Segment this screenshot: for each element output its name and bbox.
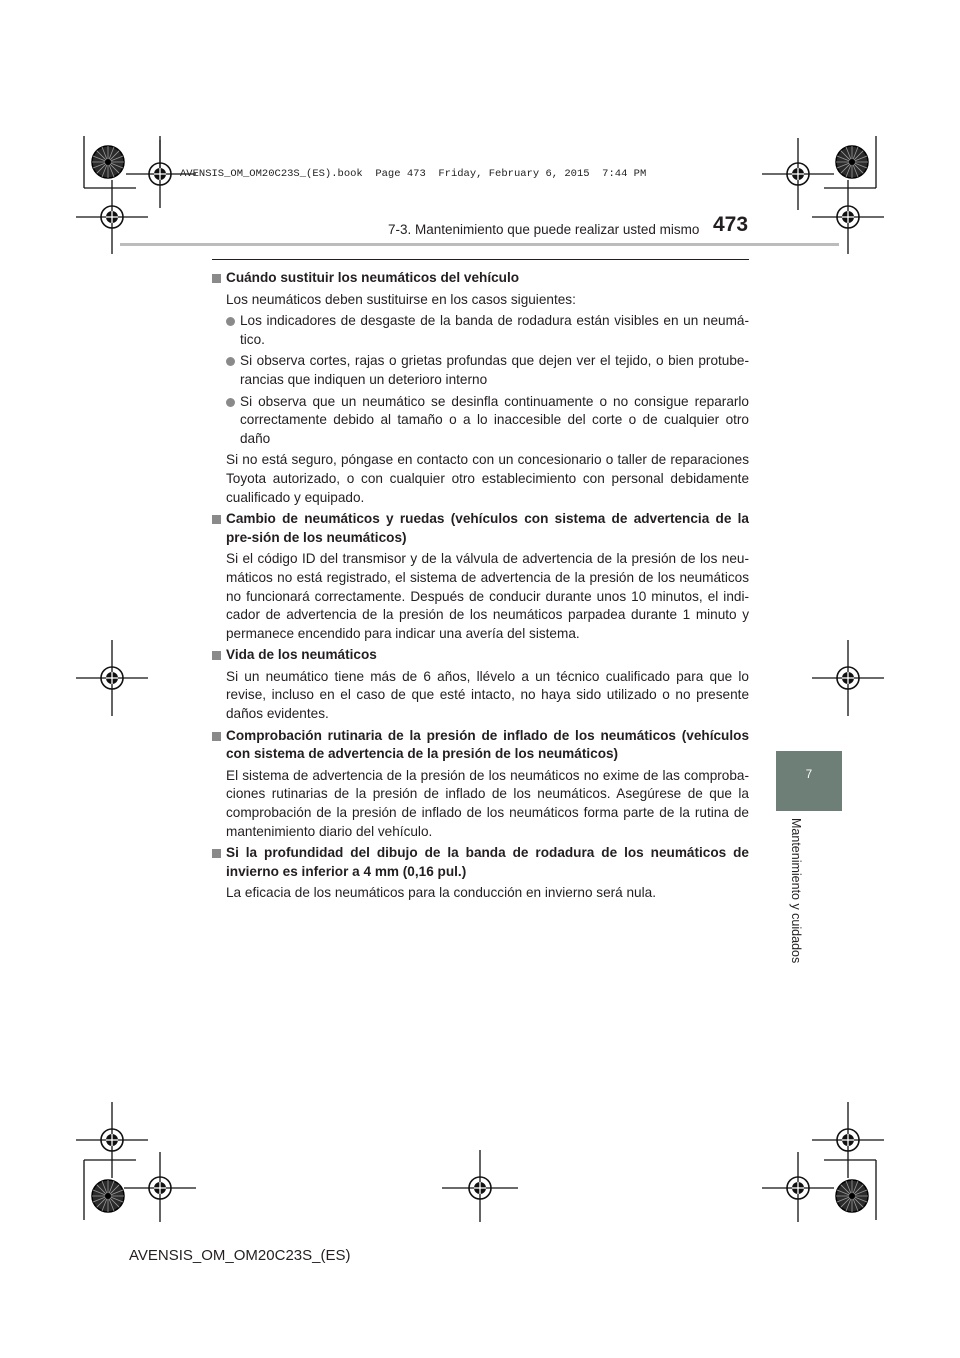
paragraph: Si no está seguro, póngase en contacto con un concesionario o taller de reparaciones Toyota autorizado, o con cualquier otro establecimiento con personal debidamente cualificado y equipado.: [226, 452, 749, 505]
list-item: [212, 393, 749, 449]
square-bullet-icon: [212, 651, 221, 660]
page-number: 473: [713, 213, 749, 236]
square-bullet-icon: [212, 515, 221, 524]
content-top-rule: [212, 259, 749, 260]
registration-burst-icon: [92, 146, 124, 178]
registration-burst-icon: [836, 1180, 868, 1212]
chapter-number: 7: [805, 769, 813, 781]
square-bullet-icon: [212, 732, 221, 741]
circle-bullet-icon: [226, 317, 235, 326]
bottom-crop-marks: [76, 1102, 884, 1222]
heading-text: Cambio de neumáticos y ruedas (vehículos con sistema de advertencia de la pre-sión de los neumáticos): [226, 511, 749, 545]
paragraph: Los neumáticos deben sustituirse en los casos siguientes:: [226, 291, 576, 307]
list-item: [212, 312, 749, 349]
paragraph: Si un neumático tiene más de 6 años, llévelo a un técnico cualificado para que lo revise, incluso en el caso de que esté intacto, no haya sido utilizado o no presente daños evidentes.: [226, 668, 749, 722]
paragraph: Si el código ID del transmisor y de la válvula de advertencia de la presión de los neu-máticos no está registrado, el sistema de advertencia de la presión de los neumáticos no funcionará correctamente. Después de conducir durante unos 10 minutos, el indi-cador de advertencia de la presión de los neumáticos parpadea durante 1 minuto y permanece encendido para indicar una avería del sistema.: [226, 551, 749, 641]
circle-bullet-icon: [226, 357, 235, 366]
section-heading: [212, 844, 749, 881]
section-heading: [212, 510, 749, 547]
heading-text: Cuándo sustituir los neumáticos del vehículo: [226, 270, 520, 285]
chapter-tab: [776, 751, 842, 811]
page-content: [212, 266, 749, 903]
registration-burst-icon: [836, 146, 868, 178]
section-heading: [212, 269, 749, 288]
header-rule: [120, 243, 839, 246]
footer-code: AVENSIS_OM_OM20C23S_(ES): [129, 1247, 351, 1264]
section-heading: [212, 646, 749, 665]
list-item-text: Si observa cortes, rajas o grietas profundas que dejen ver el tejido, o bien protube-rancias que indiquen un deterioro interno: [240, 353, 749, 387]
registration-burst-icon: [92, 1180, 124, 1212]
heading-text: Comprobación rutinaria de la presión de inflado de los neumáticos (vehículos con sistema de advertencia de la presión de los neumáticos): [226, 727, 749, 762]
heading-text: Si la profundidad del dibujo de la banda de rodadura de los neumáticos de invierno es inferior a 4 mm (0,16 pul.): [226, 845, 749, 879]
paragraph: El sistema de advertencia de la presión de los neumáticos no exime de las comproba-ciones rutinarias de la presión de inflado de los neumáticos. Asegúrese de que la comprobación de la presión de inflado de los neumáticos forma parte de la rutina de mantenimiento diario del vehículo.: [226, 767, 749, 839]
print-book-line: AVENSIS_OM_OM20C23S_(ES).book Page 473 Friday, February 6, 2015 7:44 PM: [180, 168, 647, 180]
paragraph: La eficacia de los neumáticos para la conducción en invierno será nula.: [226, 885, 656, 901]
square-bullet-icon: [212, 849, 221, 858]
square-bullet-icon: [212, 274, 221, 283]
list-item: [212, 352, 749, 389]
list-item-text: Los indicadores de desgaste de la banda de rodadura están visibles en un neumá-tico.: [240, 313, 749, 347]
list-item-text: Si observa que un neumático se desinfla continuamente o no consigue repararlo correctamente debido al tamaño o a lo inaccesible del corte o de cualquier otro daño: [240, 393, 749, 446]
chapter-label: Mantenimiento y cuidados: [789, 818, 803, 964]
heading-text: Vida de los neumáticos: [226, 647, 377, 663]
section-heading: [212, 727, 749, 764]
circle-bullet-icon: [226, 398, 235, 407]
section-title: 7-3. Mantenimiento que puede realizar usted mismo: [388, 222, 700, 237]
